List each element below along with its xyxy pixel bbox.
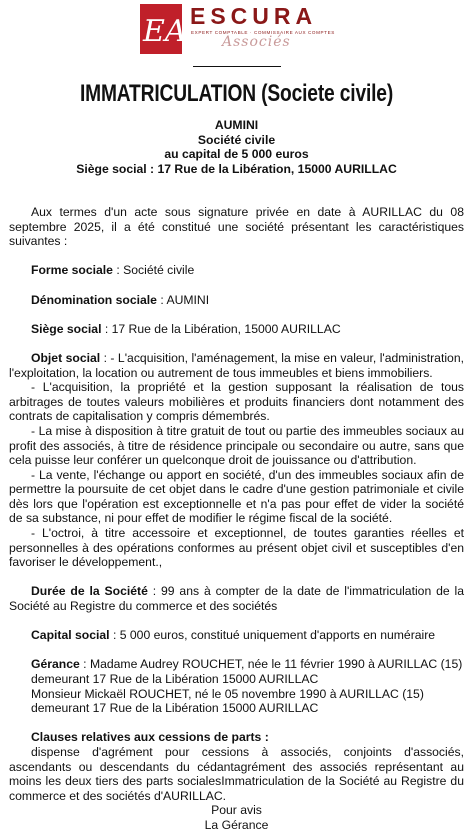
capital-social bbox=[9, 628, 464, 643]
divider bbox=[193, 66, 281, 67]
denom-value: : AUMINI bbox=[156, 292, 210, 307]
signature-line-1: Pour avis bbox=[211, 803, 262, 817]
duree-value: : 99 ans à compter de la date de l'immatriculation de la Société au Registre du commerce et des sociétés bbox=[9, 584, 465, 614]
objet-item-2: - L'acquisition, la propriété et la gestion supposant la réalisation de tous arbitrages de toutes valeurs mobilières et produits financiers dont notamment des contrats de capitalisation y compris démembrés. bbox=[9, 380, 464, 424]
siege-label: Siège social bbox=[31, 321, 102, 336]
notice-body bbox=[9, 205, 464, 803]
signature-line-2: La Gérance bbox=[204, 817, 269, 832]
logo-monogram-text: EA bbox=[143, 14, 187, 49]
gerance-line-2: demeurant 17 Rue de la Libération 15000 AURILLAC bbox=[31, 672, 319, 686]
objet-item-4: - La vente, l'échange ou apport en société, d'un des immeubles sociaux afin de permettre la poursuite de cet objet dans le cadre d'une gestion patrimoniale et civile dès lors que l'opération est exceptionnelle et n'a pas pour effet de vider la société de sa substance, ni pour effet de modifier le régime fiscal de la société. bbox=[9, 467, 464, 526]
gerance-label: Gérance bbox=[31, 657, 80, 672]
denom-label: Dénomination sociale bbox=[31, 292, 157, 307]
duree-societe bbox=[9, 584, 464, 613]
objet-item-3: - La mise à disposition à titre gratuit de tout ou partie des immeubles sociaux au profit des associés, à titre de résidence principale ou secondaire ou autre, sans que cela puisse leur conférer un quelconque droit de jouissance ou d'attribution. bbox=[9, 423, 464, 468]
notice-title: IMMATRICULATION (Societe civile) bbox=[79, 80, 394, 107]
intro-paragraph: Aux termes d'un acte sous signature privée en date à AURILLAC du 08 septembre 2025, il a été constitué une société présentant les caractéristiques suivantes : bbox=[9, 205, 464, 249]
capital-value: : 5 000 euros, constitué uniquement d'apports en numéraire bbox=[109, 628, 436, 643]
company-name: AUMINI bbox=[214, 118, 259, 132]
duree-label: Durée de la Société bbox=[31, 584, 148, 599]
company-form: Société civile bbox=[197, 132, 276, 147]
forme-value: : Société civile bbox=[112, 263, 195, 278]
company-capital: au capital de 5 000 euros bbox=[164, 147, 309, 162]
denomination-sociale bbox=[9, 293, 464, 308]
forme-sociale bbox=[9, 263, 464, 278]
objet-label: Objet social bbox=[31, 350, 101, 365]
objet-social bbox=[9, 351, 464, 380]
company-seat: Siège social : 17 Rue de la Libération, 15000 AURILLAC bbox=[76, 161, 397, 176]
objet-item-5: - L'octroi, à titre accessoire et exceptionnel, de toutes garanties réelles et personnelles à des opérations conformes au présent objet civil et susceptibles d'en favoriser le développement., bbox=[9, 526, 464, 570]
gerance-line-1: : Madame Audrey ROUCHET, née le 11 février 1990 à AURILLAC (15) bbox=[79, 657, 463, 672]
gerance-line-4: demeurant 17 Rue de la Libération 15000 AURILLAC bbox=[31, 701, 319, 716]
gerance bbox=[9, 657, 464, 672]
capital-label: Capital social bbox=[31, 628, 110, 643]
gerance-line-3: Monsieur Mickaël ROUCHET, né le 05 novembre 1990 à AURILLAC (15) bbox=[31, 686, 424, 701]
clauses-text: dispense d'agrément pour cessions à associés, conjoints d'associés, ascendants ou descendants du cédantagrément des associés représentant au moins les deux tiers des parts socialesImmatriculation de la Société au Registre du commerce et des sociétés d'AURILLAC. bbox=[9, 744, 464, 803]
objet-item-1: : - L'acquisition, l'aménagement, la mise en valeur, l'administration, l'exploitation, la location ou autrement de tous immeubles et biens immobiliers. bbox=[9, 350, 464, 380]
logo-script: Associés bbox=[222, 34, 291, 50]
forme-label: Forme sociale bbox=[31, 263, 113, 278]
clauses-label: Clauses relatives aux cessions de parts : bbox=[31, 730, 269, 745]
escura-logo bbox=[140, 2, 340, 56]
company-header bbox=[0, 118, 473, 176]
siege-social bbox=[9, 322, 464, 337]
clauses-heading bbox=[9, 730, 464, 745]
logo-wordmark: ESCURA bbox=[190, 3, 318, 29]
ea-monogram-icon bbox=[140, 4, 187, 54]
logo-subtitle: EXPERT COMPTABLE · COMMISSAIRE AUX COMPTES bbox=[191, 30, 335, 35]
siege-value: : 17 Rue de la Libération, 15000 AURILLAC bbox=[101, 321, 341, 336]
signature-block bbox=[0, 803, 473, 832]
